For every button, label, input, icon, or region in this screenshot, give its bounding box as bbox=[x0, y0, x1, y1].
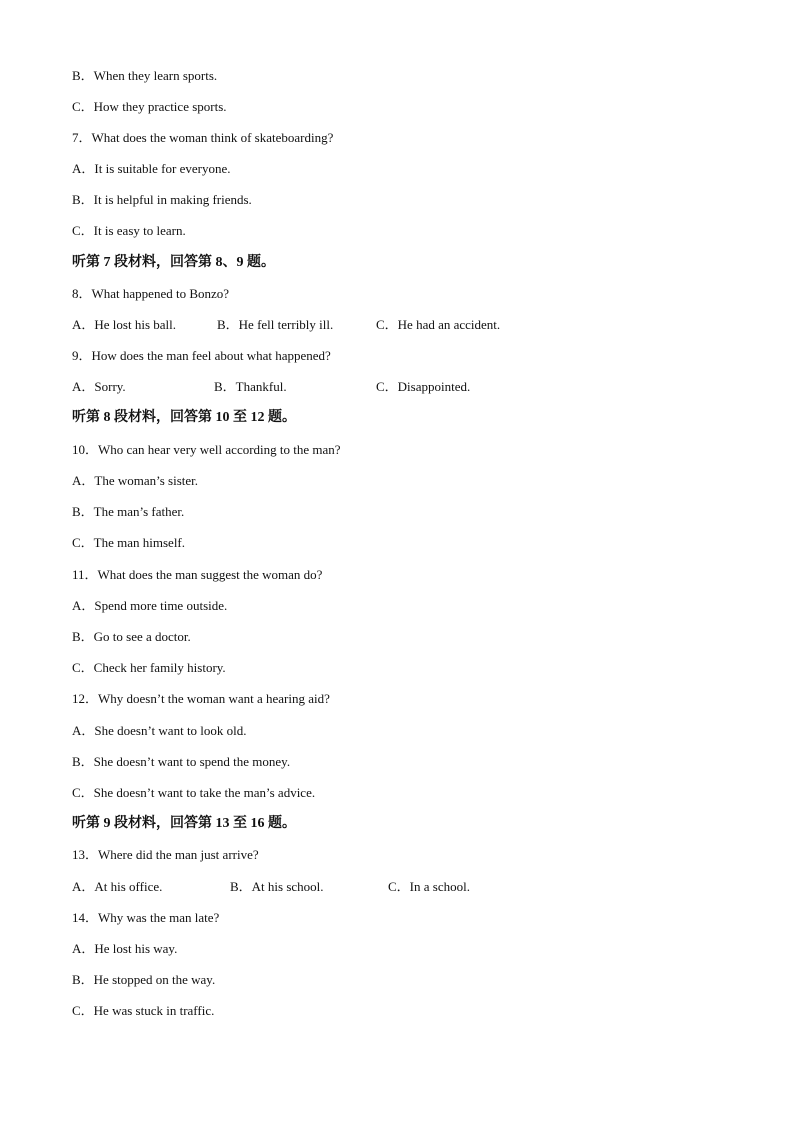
question-7: 7．What does the woman think of skateboarding? bbox=[72, 130, 334, 145]
option-11a: A．Spend more time outside. bbox=[72, 598, 228, 613]
option-8a: A．He lost his ball. bbox=[72, 317, 176, 332]
option-13a: A．At his office. bbox=[72, 879, 163, 894]
option-10c: C．The man himself. bbox=[72, 535, 186, 550]
section-heading-8: 听第 8 段材料，回答第 10 至 12 题。 bbox=[72, 410, 296, 425]
option-14c: C．He was stuck in traffic. bbox=[72, 1003, 215, 1018]
option-12b: B．She doesn’t want to spend the money. bbox=[72, 754, 291, 769]
option-7a: A．It is suitable for everyone. bbox=[72, 161, 231, 176]
option-9b: B．Thankful. bbox=[214, 379, 287, 394]
option-8c: C．He had an accident. bbox=[376, 317, 501, 332]
section-heading-9: 听第 9 段材料，回答第 13 至 16 题。 bbox=[72, 816, 296, 831]
option-9a: A．Sorry. bbox=[72, 379, 126, 394]
question-8: 8．What happened to Bonzo? bbox=[72, 286, 230, 301]
option-14a: A．He lost his way. bbox=[72, 941, 178, 956]
question-12: 12．Why doesn’t the woman want a hearing aid? bbox=[72, 691, 330, 706]
option-10b: B．The man’s father. bbox=[72, 504, 185, 519]
option-14b: B．He stopped on the way. bbox=[72, 972, 216, 987]
option-13c: C．In a school. bbox=[388, 879, 470, 894]
option-11c: C．Check her family history. bbox=[72, 660, 226, 675]
question-14: 14．Why was the man late? bbox=[72, 910, 220, 925]
option-6b: B．When they learn sports. bbox=[72, 68, 218, 83]
question-9: 9．How does the man feel about what happened? bbox=[72, 348, 331, 363]
option-12c: C．She doesn’t want to take the man’s advice. bbox=[72, 785, 316, 800]
option-9c: C．Disappointed. bbox=[376, 379, 471, 394]
section-heading-7: 听第 7 段材料，回答第 8、9 题。 bbox=[72, 255, 275, 270]
option-7b: B．It is helpful in making friends. bbox=[72, 192, 252, 207]
option-11b: B．Go to see a doctor. bbox=[72, 629, 191, 644]
question-13: 13．Where did the man just arrive? bbox=[72, 847, 259, 862]
question-11: 11．What does the man suggest the woman do? bbox=[72, 567, 323, 582]
option-6c: C．How they practice sports. bbox=[72, 99, 227, 114]
question-10: 10．Who can hear very well according to the man? bbox=[72, 442, 341, 457]
option-7c: C．It is easy to learn. bbox=[72, 223, 186, 238]
option-10a: A．The woman’s sister. bbox=[72, 473, 199, 488]
option-12a: A．She doesn’t want to look old. bbox=[72, 723, 247, 738]
option-13b: B．At his school. bbox=[230, 879, 324, 894]
option-8b: B．He fell terribly ill. bbox=[217, 317, 334, 332]
